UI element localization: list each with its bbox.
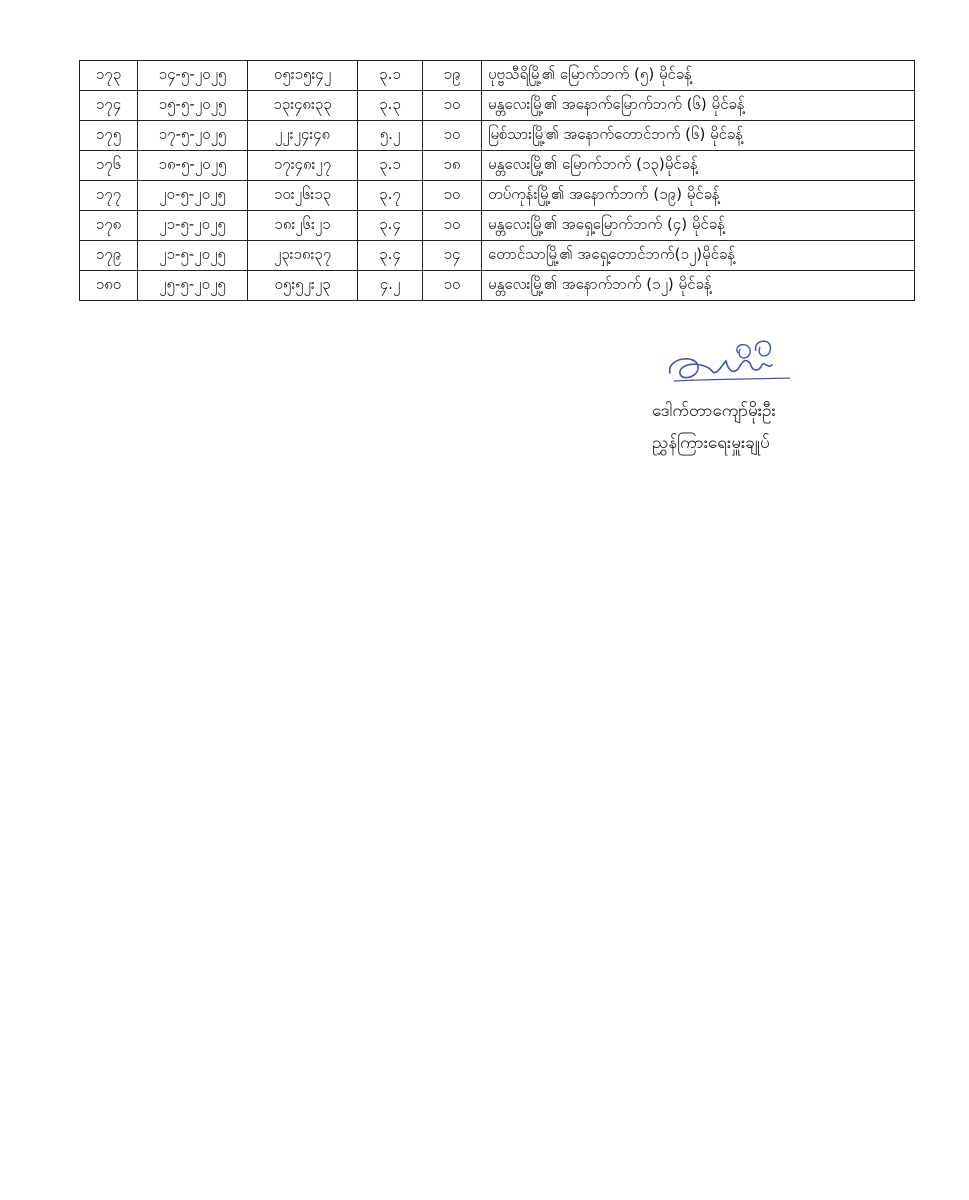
- cell-location: မန္တလေးမြို့၏ အရှေ့မြောက်ဘက် (၄) မိုင်ခန့်: [482, 211, 915, 241]
- table-row: [80, 241, 915, 271]
- cell-location: ပုဗ္ဗသီရိမြို့၏ မြောက်ဘက် (၅) မိုင်ခန့်: [482, 61, 915, 91]
- cell-number: ၁၇၅: [80, 121, 138, 151]
- table-row: [80, 181, 915, 211]
- cell-magnitude: ၄.၂: [358, 271, 423, 301]
- cell-number: ၁၇၉: [80, 241, 138, 271]
- cell-time: ၂၂း၂၄း၄၈: [248, 121, 358, 151]
- cell-time: ၂၃း၁၈း၃၇: [248, 241, 358, 271]
- earthquake-table: [79, 60, 915, 301]
- cell-number: ၁၇၇: [80, 181, 138, 211]
- cell-date: ၁၈-၅-၂၀၂၅: [138, 151, 248, 181]
- cell-number: ၁၇၈: [80, 211, 138, 241]
- cell-location: တောင်သာမြို့၏ အရှေ့တောင်ဘက်(၁၂)မိုင်ခန့်: [482, 241, 915, 271]
- cell-number: ၁၈၀: [80, 271, 138, 301]
- cell-magnitude: ၃.၁: [358, 151, 423, 181]
- signature-image: [660, 335, 810, 395]
- cell-depth: ၁၀: [423, 121, 482, 151]
- cell-time: ၀၅း၅၂း၂၃: [248, 271, 358, 301]
- cell-depth: ၁၉: [423, 61, 482, 91]
- table-row: [80, 61, 915, 91]
- signatory-title: ညွှန်ကြားရေးမှူးချုပ်: [652, 433, 770, 453]
- cell-number: ၁၇၆: [80, 151, 138, 181]
- signatory-name: ဒေါက်တာကျော်မိုးဦး: [652, 401, 776, 421]
- cell-time: ၀၅း၁၅း၄၂: [248, 61, 358, 91]
- table-row: [80, 211, 915, 241]
- cell-magnitude: ၅.၂: [358, 121, 423, 151]
- cell-depth: ၁၀: [423, 181, 482, 211]
- table-row: [80, 91, 915, 121]
- cell-magnitude: ၃.၄: [358, 211, 423, 241]
- cell-magnitude: ၃.၁: [358, 61, 423, 91]
- cell-date: ၂၁-၅-၂၀၂၅: [138, 241, 248, 271]
- cell-location: တပ်ကုန်းမြို့၏ အနောက်ဘက် (၁၉) မိုင်ခန့်: [482, 181, 915, 211]
- cell-magnitude: ၃.၄: [358, 241, 423, 271]
- table-row: [80, 121, 915, 151]
- cell-depth: ၁၀: [423, 271, 482, 301]
- table-row: [80, 151, 915, 181]
- cell-date: ၁၇-၅-၂၀၂၅: [138, 121, 248, 151]
- cell-time: ၁၀း၂၆း၁၃: [248, 181, 358, 211]
- cell-location: မန္တလေးမြို့၏ အနောက်ဘက် (၁၂) မိုင်ခန့်: [482, 271, 915, 301]
- cell-time: ၁၃း၄၈း၃၃: [248, 91, 358, 121]
- cell-magnitude: ၃.၃: [358, 91, 423, 121]
- cell-magnitude: ၃.၇: [358, 181, 423, 211]
- cell-depth: ၁၄: [423, 241, 482, 271]
- cell-date: ၂၁-၅-၂၀၂၅: [138, 211, 248, 241]
- table-row: [80, 271, 915, 301]
- cell-time: ၁၇း၄၈း၂၇: [248, 151, 358, 181]
- cell-date: ၂၅-၅-၂၀၂၅: [138, 271, 248, 301]
- cell-depth: ၁၀: [423, 211, 482, 241]
- cell-location: မြစ်သားမြို့၏ အနောက်တောင်ဘက် (၆) မိုင်ခန့်: [482, 121, 915, 151]
- cell-location: မန္တလေးမြို့၏ မြောက်ဘက် (၁၃)မိုင်ခန့်: [482, 151, 915, 181]
- cell-depth: ၁၈: [423, 151, 482, 181]
- cell-date: ၁၅-၅-၂၀၂၅: [138, 91, 248, 121]
- table-body: [80, 61, 915, 301]
- cell-date: ၁၄-၅-၂၀၂၅: [138, 61, 248, 91]
- cell-date: ၂၀-၅-၂၀၂၅: [138, 181, 248, 211]
- cell-time: ၁၈း၂၆း၂၁: [248, 211, 358, 241]
- cell-number: ၁၇၃: [80, 61, 138, 91]
- cell-location: မန္တလေးမြို့၏ အနောက်မြောက်ဘက် (၆) မိုင်ခန့်: [482, 91, 915, 121]
- cell-number: ၁၇၄: [80, 91, 138, 121]
- cell-depth: ၁၀: [423, 91, 482, 121]
